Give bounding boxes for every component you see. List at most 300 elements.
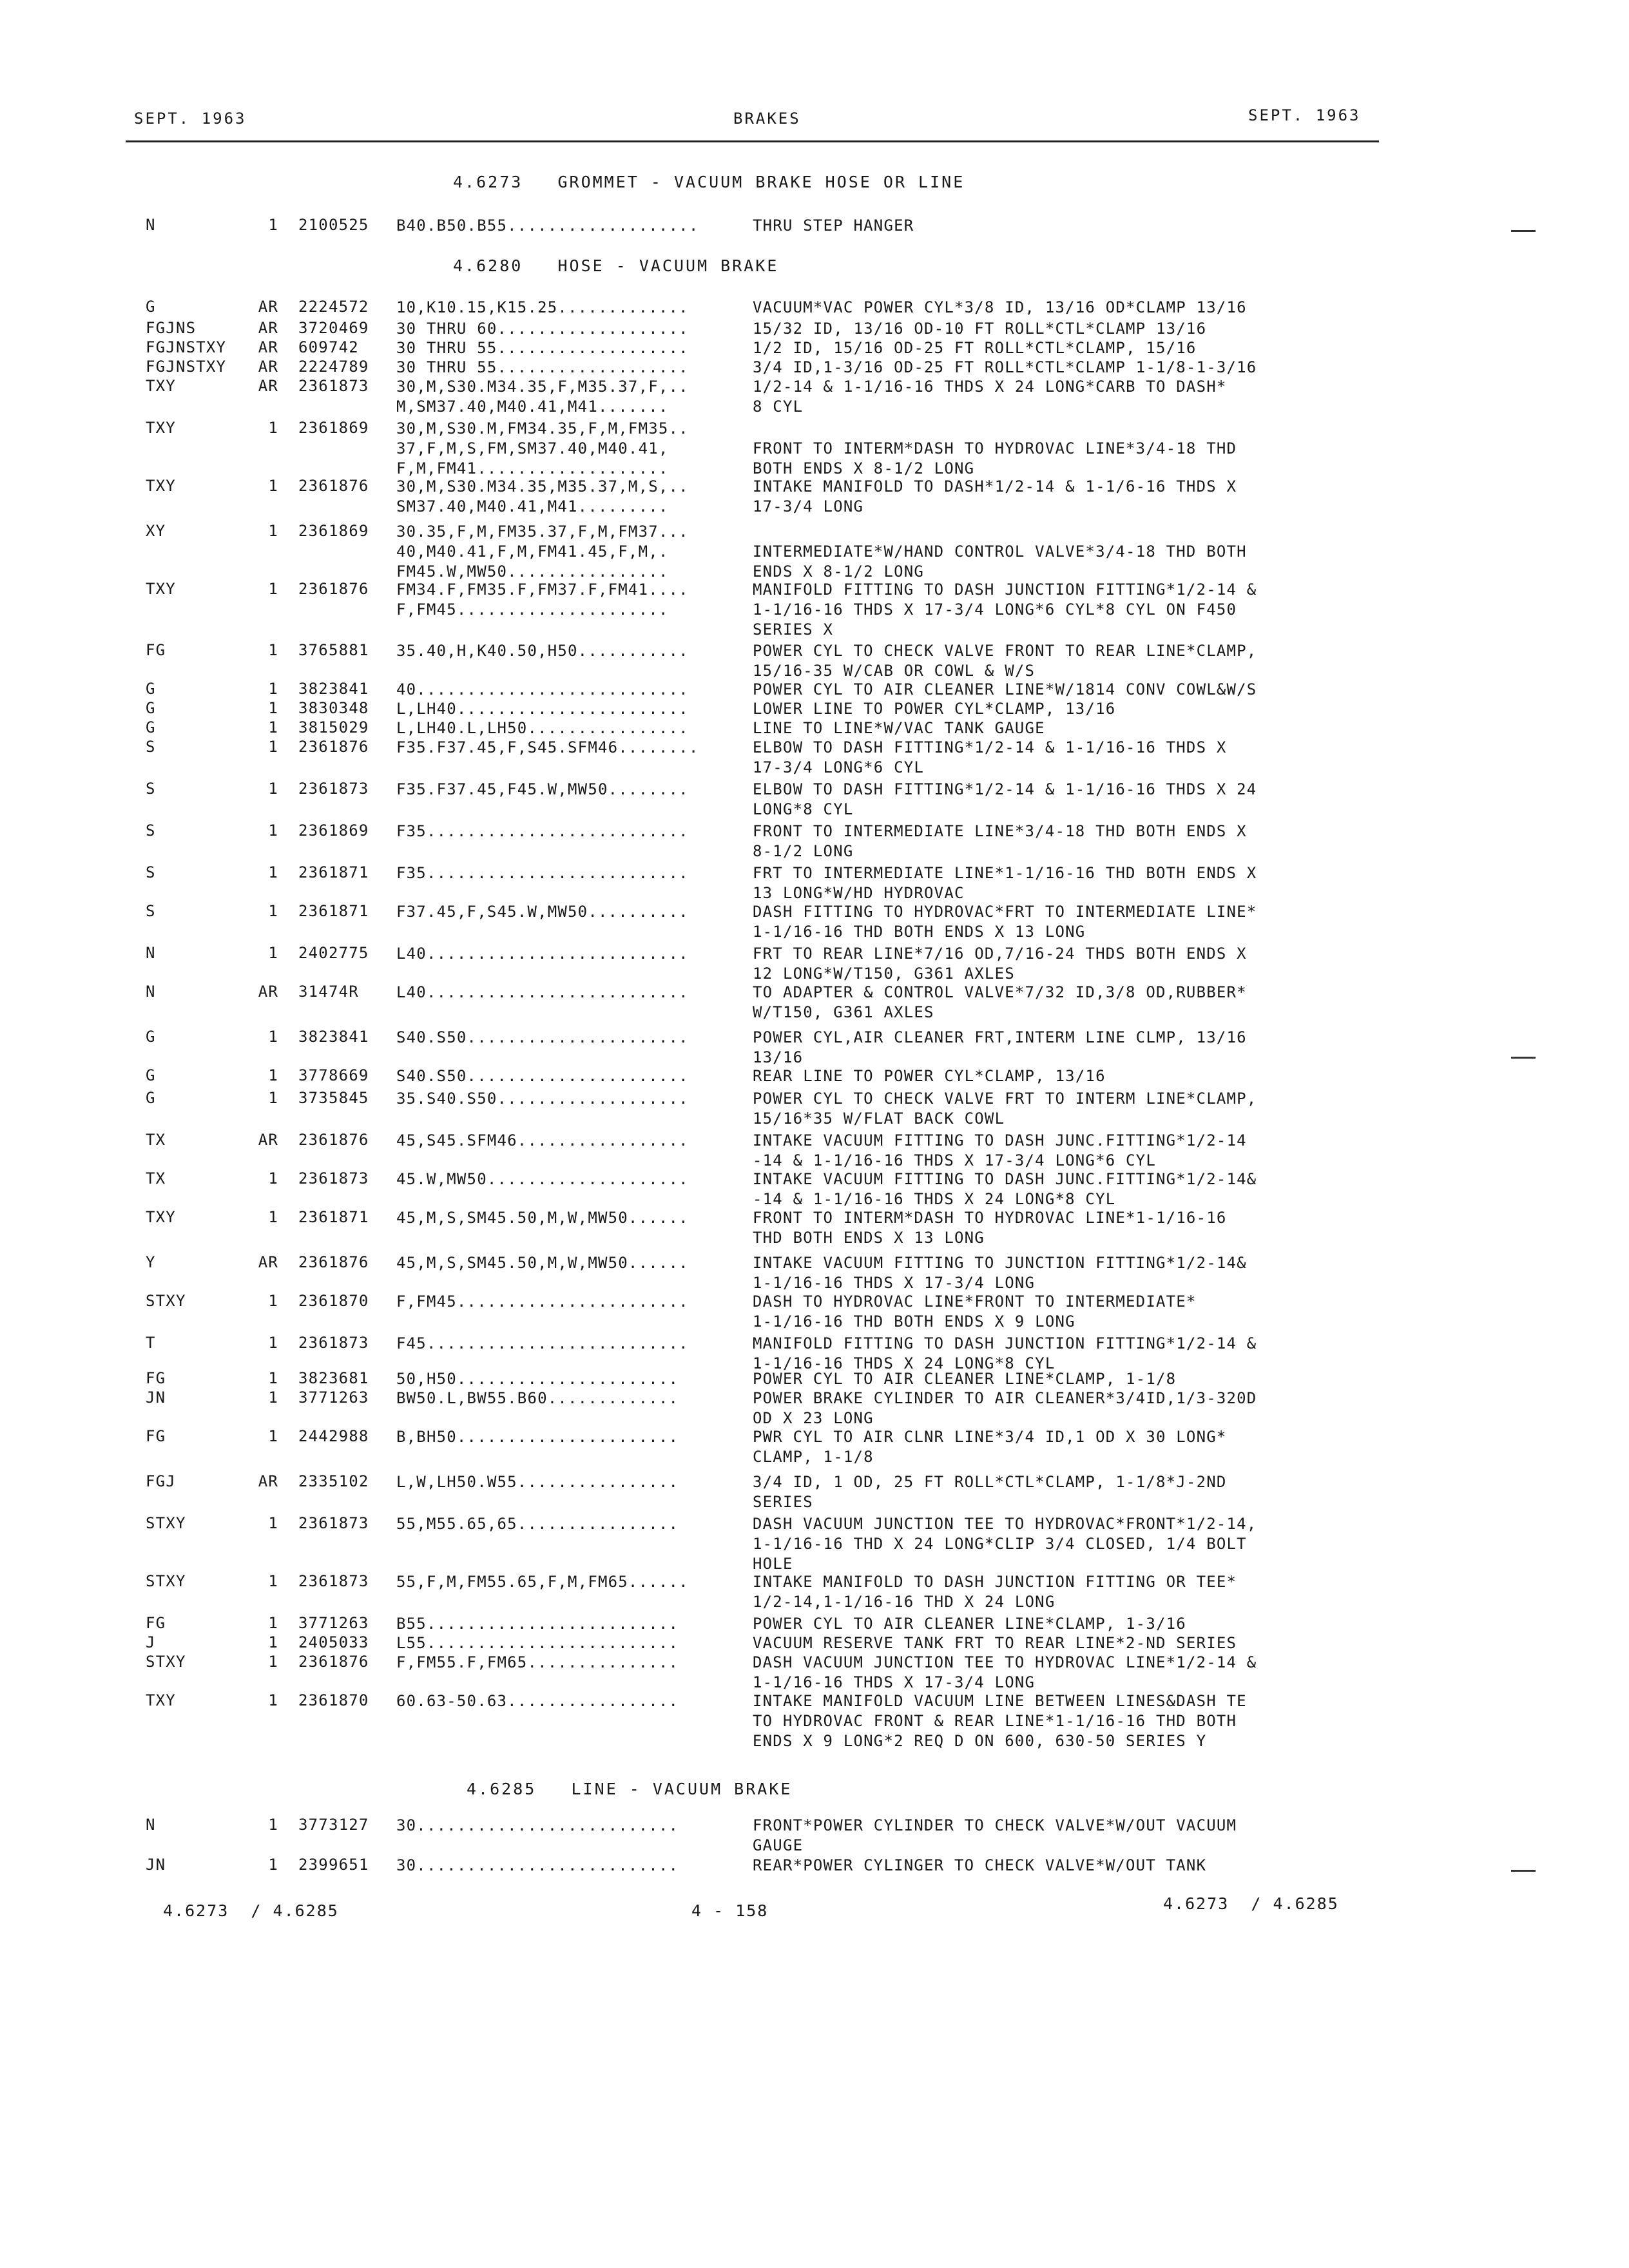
description-line: BOTH ENDS X 8-1/2 LONG bbox=[753, 459, 975, 477]
model-applications bbox=[396, 419, 689, 479]
model-line: FM45.W,MW50................ bbox=[396, 562, 669, 581]
description-line: 1/2-14 & 1-1/16-16 THDS X 24 LONG*CARB TO DASH* bbox=[753, 378, 1227, 396]
quantity: 1 bbox=[268, 580, 278, 598]
part-number: 2361869 bbox=[298, 822, 369, 840]
quantity: 1 bbox=[268, 1633, 278, 1651]
description-line: 1-1/16-16 THDS X 17-3/4 LONG bbox=[753, 1673, 1036, 1691]
description-line: 1-1/16-16 THDS X 17-3/4 LONG*6 CYL*8 CYL ON F450 bbox=[753, 601, 1237, 619]
model-line: 55,M55.65,65................ bbox=[396, 1515, 679, 1533]
quantity: AR bbox=[258, 1253, 278, 1271]
part-number: 2361873 bbox=[298, 780, 369, 798]
description-line: TO HYDROVAC FRONT & REAR LINE*1-1/16-16 THD BOTH bbox=[753, 1712, 1237, 1730]
quantity: AR bbox=[258, 358, 278, 376]
description-line: REAR LINE TO POWER CYL*CLAMP, 13/16 bbox=[753, 1067, 1106, 1085]
part-number: 609742 bbox=[298, 338, 359, 356]
description bbox=[753, 718, 1045, 738]
description-line: -14 & 1-1/16-16 THDS X 24 LONG*8 CYL bbox=[753, 1190, 1116, 1208]
model-line: B40.B50.B55................... bbox=[396, 216, 699, 235]
description bbox=[753, 1856, 1206, 1876]
part-number: 2361873 bbox=[298, 1572, 369, 1590]
part-number: 2361876 bbox=[298, 580, 369, 598]
description-line: 13 LONG*W/HD HYDROVAC bbox=[753, 884, 965, 902]
part-number: 2361871 bbox=[298, 863, 369, 881]
model-applications bbox=[396, 358, 689, 378]
part-number: 3823841 bbox=[298, 680, 369, 698]
description bbox=[753, 377, 1227, 417]
vehicle-code: TXY bbox=[146, 1691, 176, 1709]
part-number: 2361870 bbox=[298, 1292, 369, 1310]
description-line: POWER CYL TO CHECK VALVE FRONT TO REAR LINE*CLAMP, bbox=[753, 642, 1257, 660]
part-number: 3771263 bbox=[298, 1614, 369, 1632]
quantity: 1 bbox=[268, 1653, 278, 1671]
model-applications bbox=[396, 1614, 679, 1634]
vehicle-code: S bbox=[146, 902, 156, 920]
vehicle-code: N bbox=[146, 983, 156, 1001]
description bbox=[753, 680, 1257, 700]
description-line: POWER CYL,AIR CLEANER FRT,INTERM LINE CLMP, 13/16 bbox=[753, 1028, 1247, 1046]
description bbox=[753, 1691, 1247, 1751]
description-line bbox=[753, 419, 1237, 439]
description-line: POWER CYL TO AIR CLEANER LINE*CLAMP, 1-3/16 bbox=[753, 1615, 1186, 1633]
header-date-left: SEPT. 1963 bbox=[134, 110, 247, 128]
model-line: 10,K10.15,K15.25............. bbox=[396, 298, 689, 316]
header-rule bbox=[126, 140, 1379, 142]
model-line: F35.F37.45,F,S45.SFM46........ bbox=[396, 738, 699, 756]
description bbox=[753, 699, 1115, 719]
model-line: B,BH50...................... bbox=[396, 1428, 679, 1446]
description bbox=[753, 983, 1247, 1023]
description-line: MANIFOLD FITTING TO DASH JUNCTION FITTING*1/2-14 & bbox=[753, 1334, 1257, 1352]
footer-page-number: 4 - 158 bbox=[691, 1901, 769, 1920]
description-line: 3/4 ID, 1 OD, 25 FT ROLL*CTL*CLAMP, 1-1/8*J-2ND bbox=[753, 1473, 1227, 1491]
description-line: 15/32 ID, 13/16 OD-10 FT ROLL*CTL*CLAMP 13/16 bbox=[753, 320, 1207, 338]
vehicle-code: FG bbox=[146, 1614, 166, 1632]
description-line: 15/16-35 W/CAB OR COWL & W/S bbox=[753, 662, 1036, 680]
description bbox=[753, 822, 1247, 861]
model-applications bbox=[396, 718, 689, 738]
quantity: 1 bbox=[268, 680, 278, 698]
description bbox=[753, 338, 1197, 358]
model-applications bbox=[396, 699, 689, 719]
description-line: 8-1/2 LONG bbox=[753, 842, 854, 860]
model-applications bbox=[396, 1253, 689, 1273]
description bbox=[753, 1131, 1247, 1171]
quantity: 1 bbox=[268, 944, 278, 962]
model-line: 30 THRU 55................... bbox=[396, 339, 689, 357]
model-applications bbox=[396, 983, 689, 1003]
description bbox=[753, 1334, 1257, 1374]
description bbox=[753, 477, 1237, 517]
description-line: INTAKE VACUUM FITTING TO JUNCTION FITTING*1/2-14& bbox=[753, 1254, 1247, 1272]
model-line: F35.......................... bbox=[396, 822, 689, 840]
model-line: F45.......................... bbox=[396, 1334, 689, 1352]
description-line: FRONT TO INTERM*DASH TO HYDROVAC LINE*3/4-18 THD bbox=[753, 439, 1237, 457]
vehicle-code: G bbox=[146, 298, 156, 316]
part-number: 2361873 bbox=[298, 377, 369, 395]
description bbox=[753, 216, 914, 236]
model-applications bbox=[396, 580, 689, 620]
vehicle-code: STXY bbox=[146, 1292, 186, 1310]
model-applications bbox=[396, 780, 689, 800]
description-line: CLAMP, 1-1/8 bbox=[753, 1448, 874, 1466]
quantity: 1 bbox=[268, 522, 278, 540]
part-number: 3735845 bbox=[298, 1089, 369, 1107]
model-line: 45,S45.SFM46................. bbox=[396, 1131, 689, 1149]
model-line: 45,M,S,SM45.50,M,W,MW50...... bbox=[396, 1209, 689, 1227]
description bbox=[753, 1514, 1257, 1574]
quantity: 1 bbox=[268, 477, 278, 495]
description bbox=[753, 1369, 1176, 1389]
description-line: -14 & 1-1/16-16 THDS X 17-3/4 LONG*6 CYL bbox=[753, 1151, 1156, 1169]
description-line: 3/4 ID,1-3/16 OD-25 FT ROLL*CTL*CLAMP 1-1/8-1-3/16 bbox=[753, 358, 1257, 376]
description bbox=[753, 1389, 1257, 1428]
description bbox=[753, 1292, 1197, 1332]
quantity: 1 bbox=[268, 1066, 278, 1084]
model-applications bbox=[396, 1856, 679, 1876]
vehicle-code: S bbox=[146, 780, 156, 798]
section-title: 4.6280 HOSE - VACUUM BRAKE bbox=[453, 256, 779, 275]
part-number: 3720469 bbox=[298, 319, 369, 337]
description bbox=[753, 1427, 1227, 1467]
vehicle-code: N bbox=[146, 216, 156, 234]
model-applications bbox=[396, 477, 689, 517]
part-number: 2361876 bbox=[298, 738, 369, 756]
part-number: 2361876 bbox=[298, 1131, 369, 1149]
description-line: REAR*POWER CYLINGER TO CHECK VALVE*W/OUT TANK bbox=[753, 1856, 1207, 1874]
model-line: M,SM37.40,M40.41,M41....... bbox=[396, 398, 669, 416]
model-line: F35.F37.45,F45.W,MW50........ bbox=[396, 780, 689, 798]
model-applications bbox=[396, 680, 689, 700]
model-line: BW50.L,BW55.B60............. bbox=[396, 1389, 679, 1407]
quantity: AR bbox=[258, 1131, 278, 1149]
vehicle-code: S bbox=[146, 822, 156, 840]
model-applications bbox=[396, 1427, 679, 1447]
description bbox=[753, 1089, 1257, 1129]
description bbox=[753, 358, 1257, 378]
quantity: 1 bbox=[268, 863, 278, 881]
description-line: SERIES bbox=[753, 1493, 813, 1511]
description-line: FRONT TO INTERMEDIATE LINE*3/4-18 THD BOTH ENDS X bbox=[753, 822, 1247, 840]
description-line: 1-1/16-16 THD X 24 LONG*CLIP 3/4 CLOSED, 1/4 BOLT bbox=[753, 1535, 1247, 1553]
vehicle-code: JN bbox=[146, 1856, 166, 1874]
description bbox=[753, 419, 1237, 479]
description bbox=[753, 1614, 1186, 1634]
description-line: FRT TO REAR LINE*7/16 OD,7/16-24 THDS BOTH ENDS X bbox=[753, 945, 1247, 963]
part-number: 3815029 bbox=[298, 718, 369, 736]
description-line: 1/2-14,1-1/16-16 THD X 24 LONG bbox=[753, 1593, 1055, 1611]
model-applications bbox=[396, 377, 689, 417]
part-number: 2361873 bbox=[298, 1514, 369, 1532]
description-line: ELBOW TO DASH FITTING*1/2-14 & 1-1/16-16 THDS X 24 bbox=[753, 780, 1257, 798]
vehicle-code: FGJNSTXY bbox=[146, 358, 227, 376]
vehicle-code: G bbox=[146, 1066, 156, 1084]
description-line: OD X 23 LONG bbox=[753, 1409, 874, 1427]
part-number: 2361870 bbox=[298, 1691, 369, 1709]
description bbox=[753, 780, 1257, 820]
description-line: VACUUM*VAC POWER CYL*3/8 ID, 13/16 OD*CLAMP 13/16 bbox=[753, 298, 1247, 316]
description-line: POWER BRAKE CYLINDER TO AIR CLEANER*3/4ID,1/3-320D bbox=[753, 1389, 1257, 1407]
description bbox=[753, 1816, 1237, 1856]
description-line: 1-1/16-16 THD BOTH ENDS X 13 LONG bbox=[753, 923, 1086, 941]
margin-mark bbox=[1511, 230, 1536, 232]
description-line: VACUUM RESERVE TANK FRT TO REAR LINE*2-ND SERIES bbox=[753, 1634, 1237, 1652]
part-number: 2442988 bbox=[298, 1427, 369, 1445]
description bbox=[753, 1169, 1257, 1209]
model-line: 30,M,S30.M,FM34.35,F,M,FM35.. bbox=[396, 419, 689, 437]
vehicle-code: FG bbox=[146, 1427, 166, 1445]
description-line: 17-3/4 LONG bbox=[753, 497, 864, 515]
vehicle-code: TXY bbox=[146, 377, 176, 395]
description bbox=[753, 902, 1257, 942]
vehicle-code: TXY bbox=[146, 580, 176, 598]
description bbox=[753, 641, 1257, 681]
model-applications bbox=[396, 1472, 679, 1492]
description-line: DASH TO HYDROVAC LINE*FRONT TO INTERMEDIATE* bbox=[753, 1293, 1197, 1311]
part-number: 2361873 bbox=[298, 1334, 369, 1352]
vehicle-code: FGJNSTXY bbox=[146, 338, 227, 356]
description bbox=[753, 944, 1247, 984]
description-line: INTAKE VACUUM FITTING TO DASH JUNC.FITTING*1/2-14 bbox=[753, 1131, 1247, 1149]
model-line: 30,M,S30.M34.35,F,M35.37,F,.. bbox=[396, 378, 689, 396]
quantity: 1 bbox=[268, 1514, 278, 1532]
model-applications bbox=[396, 1514, 679, 1534]
model-line: 50,H50...................... bbox=[396, 1370, 679, 1388]
description-line: SERIES X bbox=[753, 620, 834, 639]
model-applications bbox=[396, 944, 689, 964]
model-applications bbox=[396, 738, 699, 758]
model-line: F37.45,F,S45.W,MW50.......... bbox=[396, 903, 689, 921]
description-line: PWR CYL TO AIR CLNR LINE*3/4 ID,1 OD X 30 LONG* bbox=[753, 1428, 1227, 1446]
vehicle-code: G bbox=[146, 1028, 156, 1046]
model-applications bbox=[396, 863, 689, 883]
vehicle-code: TX bbox=[146, 1131, 166, 1149]
model-line: L,LH40....................... bbox=[396, 700, 689, 718]
vehicle-code: J bbox=[146, 1633, 156, 1651]
vehicle-code: N bbox=[146, 944, 156, 962]
quantity: 1 bbox=[268, 718, 278, 736]
quantity: AR bbox=[258, 1472, 278, 1490]
quantity: 1 bbox=[268, 1691, 278, 1709]
quantity: 1 bbox=[268, 1169, 278, 1187]
model-line: S40.S50...................... bbox=[396, 1028, 689, 1046]
description bbox=[753, 738, 1227, 778]
model-applications bbox=[396, 1089, 689, 1109]
vehicle-code: FG bbox=[146, 1369, 166, 1387]
description bbox=[753, 1472, 1227, 1512]
model-line: 40,M40.41,F,M,FM41.45,F,M,. bbox=[396, 543, 669, 561]
footer-right: 4.6273 / 4.6285 bbox=[1163, 1894, 1339, 1913]
description bbox=[753, 1633, 1237, 1653]
description bbox=[753, 580, 1257, 640]
model-applications bbox=[396, 1816, 679, 1836]
model-line: F,M,FM41................... bbox=[396, 459, 669, 477]
vehicle-code: JN bbox=[146, 1389, 166, 1407]
description bbox=[753, 863, 1257, 903]
part-number: 2402775 bbox=[298, 944, 369, 962]
part-number: 3823681 bbox=[298, 1369, 369, 1387]
model-line: 35.40,H,K40.50,H50........... bbox=[396, 642, 689, 660]
quantity: 1 bbox=[268, 1614, 278, 1632]
quantity: 1 bbox=[268, 1389, 278, 1407]
vehicle-code: G bbox=[146, 699, 156, 717]
vehicle-code: G bbox=[146, 718, 156, 736]
description-line: POWER CYL TO CHECK VALVE FRT TO INTERM LINE*CLAMP, bbox=[753, 1090, 1257, 1108]
model-line: SM37.40,M40.41,M41......... bbox=[396, 497, 669, 515]
quantity: 1 bbox=[268, 216, 278, 234]
part-number: 2361869 bbox=[298, 522, 369, 540]
quantity: 1 bbox=[268, 641, 278, 659]
quantity: AR bbox=[258, 298, 278, 316]
description-line: INTAKE MANIFOLD TO DASH*1/2-14 & 1-1/6-16 THDS X bbox=[753, 477, 1237, 495]
description-line: LONG*8 CYL bbox=[753, 800, 854, 818]
quantity: 1 bbox=[268, 1816, 278, 1834]
quantity: 1 bbox=[268, 1369, 278, 1387]
model-applications bbox=[396, 338, 689, 358]
part-number: 3773127 bbox=[298, 1816, 369, 1834]
description-line: INTERMEDIATE*W/HAND CONTROL VALVE*3/4-18 THD BOTH bbox=[753, 543, 1247, 561]
vehicle-code: TX bbox=[146, 1169, 166, 1187]
quantity: 1 bbox=[268, 738, 278, 756]
part-number: 3823841 bbox=[298, 1028, 369, 1046]
model-applications bbox=[396, 902, 689, 922]
model-line: F,FM45..................... bbox=[396, 601, 669, 619]
part-number: 2361871 bbox=[298, 902, 369, 920]
description bbox=[753, 1572, 1237, 1612]
description-line: POWER CYL TO AIR CLEANER LINE*W/1814 CONV COWL&W/S bbox=[753, 680, 1257, 698]
description-line: FRONT*POWER CYLINDER TO CHECK VALVE*W/OUT VACUUM bbox=[753, 1816, 1237, 1834]
model-line: 37,F,M,S,FM,SM37.40,M40.41, bbox=[396, 439, 669, 457]
margin-mark bbox=[1511, 1057, 1536, 1059]
model-line: 60.63-50.63................. bbox=[396, 1692, 679, 1710]
model-applications bbox=[396, 1653, 679, 1673]
vehicle-code: S bbox=[146, 738, 156, 756]
vehicle-code: T bbox=[146, 1334, 156, 1352]
description-line: POWER CYL TO AIR CLEANER LINE*CLAMP, 1-1/8 bbox=[753, 1370, 1177, 1388]
model-line: 30 THRU 55................... bbox=[396, 358, 689, 376]
footer-left: 4.6273 / 4.6285 bbox=[163, 1901, 339, 1920]
vehicle-code: XY bbox=[146, 522, 166, 540]
model-line: 30.35,F,M,FM35.37,F,M,FM37... bbox=[396, 523, 689, 541]
vehicle-code: S bbox=[146, 863, 156, 881]
description-line: MANIFOLD FITTING TO DASH JUNCTION FITTING*1/2-14 & bbox=[753, 581, 1257, 599]
description-line: 15/16*35 W/FLAT BACK COWL bbox=[753, 1110, 1005, 1128]
model-applications bbox=[396, 1028, 689, 1048]
model-line: S40.S50...................... bbox=[396, 1067, 689, 1085]
description-line: DASH VACUUM JUNCTION TEE TO HYDROVAC*FRONT*1/2-14, bbox=[753, 1515, 1257, 1533]
description-line: 1-1/16-16 THD BOTH ENDS X 9 LONG bbox=[753, 1312, 1075, 1331]
description-line: INTAKE MANIFOLD TO DASH JUNCTION FITTING OR TEE* bbox=[753, 1573, 1237, 1591]
model-line: L40.......................... bbox=[396, 983, 689, 1001]
model-line: F,FM55.F,FM65............... bbox=[396, 1653, 679, 1671]
model-applications bbox=[396, 641, 689, 661]
model-line: F35.......................... bbox=[396, 864, 689, 882]
description-line: HOLE bbox=[753, 1555, 793, 1573]
vehicle-code: Y bbox=[146, 1253, 156, 1271]
model-applications bbox=[396, 1131, 689, 1151]
quantity: 1 bbox=[268, 1856, 278, 1874]
description-line: 8 CYL bbox=[753, 398, 804, 416]
model-applications bbox=[396, 1292, 689, 1312]
quantity: 1 bbox=[268, 1572, 278, 1590]
quantity: AR bbox=[258, 338, 278, 356]
header-title: BRAKES bbox=[733, 110, 801, 128]
model-line: 35.S40.S50................... bbox=[396, 1090, 689, 1108]
model-line: L40.......................... bbox=[396, 945, 689, 963]
description-line: GAUGE bbox=[753, 1836, 804, 1854]
description-line: 13/16 bbox=[753, 1048, 804, 1066]
quantity: 1 bbox=[268, 1208, 278, 1226]
part-number: 2405033 bbox=[298, 1633, 369, 1651]
description bbox=[753, 522, 1247, 582]
quantity: 1 bbox=[268, 780, 278, 798]
model-line: L55......................... bbox=[396, 1634, 679, 1652]
model-line: F,FM45....................... bbox=[396, 1293, 689, 1311]
model-line: L,LH40.L,LH50................ bbox=[396, 719, 689, 737]
description-line: THD BOTH ENDS X 13 LONG bbox=[753, 1229, 985, 1247]
description-line: INTAKE VACUUM FITTING TO DASH JUNC.FITTING*1/2-14& bbox=[753, 1170, 1257, 1188]
model-line: 45,M,S,SM45.50,M,W,MW50...... bbox=[396, 1254, 689, 1272]
description-line bbox=[753, 522, 1247, 542]
description-line: DASH FITTING TO HYDROVAC*FRT TO INTERMEDIATE LINE* bbox=[753, 903, 1257, 921]
vehicle-code: TXY bbox=[146, 477, 176, 495]
quantity: AR bbox=[258, 983, 278, 1001]
vehicle-code: FG bbox=[146, 641, 166, 659]
description-line: ENDS X 9 LONG*2 REQ D ON 600, 630-50 SERIES Y bbox=[753, 1732, 1207, 1750]
model-applications bbox=[396, 298, 689, 318]
description bbox=[753, 1253, 1247, 1293]
vehicle-code: FGJNS bbox=[146, 319, 197, 337]
part-number: 3830348 bbox=[298, 699, 369, 717]
model-applications bbox=[396, 1369, 679, 1389]
description-line: INTAKE MANIFOLD VACUUM LINE BETWEEN LINES&DASH TE bbox=[753, 1692, 1247, 1710]
vehicle-code: STXY bbox=[146, 1653, 186, 1671]
model-line: L,W,LH50.W55................ bbox=[396, 1473, 679, 1491]
part-number: 2399651 bbox=[298, 1856, 369, 1874]
part-number: 3765881 bbox=[298, 641, 369, 659]
description bbox=[753, 298, 1247, 318]
model-line: B55......................... bbox=[396, 1615, 679, 1633]
description-line: 1-1/16-16 THDS X 24 LONG*8 CYL bbox=[753, 1354, 1055, 1372]
vehicle-code: N bbox=[146, 1816, 156, 1834]
model-applications bbox=[396, 1572, 689, 1592]
description-line: ELBOW TO DASH FITTING*1/2-14 & 1-1/16-16 THDS X bbox=[753, 738, 1227, 756]
vehicle-code: STXY bbox=[146, 1572, 186, 1590]
vehicle-code: G bbox=[146, 1089, 156, 1107]
description-line: 1/2 ID, 15/16 OD-25 FT ROLL*CTL*CLAMP, 15/16 bbox=[753, 339, 1197, 357]
description-line: 1-1/16-16 THDS X 17-3/4 LONG bbox=[753, 1274, 1036, 1292]
model-line: 55,F,M,FM55.65,F,M,FM65...... bbox=[396, 1573, 689, 1591]
part-number: 2361876 bbox=[298, 1253, 369, 1271]
description-line: DASH VACUUM JUNCTION TEE TO HYDROVAC LINE*1/2-14 & bbox=[753, 1653, 1257, 1671]
model-applications bbox=[396, 319, 689, 339]
description-line: LINE TO LINE*W/VAC TANK GAUGE bbox=[753, 719, 1045, 737]
part-number: 2361871 bbox=[298, 1208, 369, 1226]
quantity: 1 bbox=[268, 902, 278, 920]
description bbox=[753, 319, 1206, 339]
part-number: 2100525 bbox=[298, 216, 369, 234]
model-line: 30,M,S30.M34.35,M35.37,M,S,.. bbox=[396, 477, 689, 495]
section-title: 4.6273 GROMMET - VACUUM BRAKE HOSE OR LINE bbox=[453, 173, 965, 191]
part-number: 2361869 bbox=[298, 419, 369, 437]
part-number: 3771263 bbox=[298, 1389, 369, 1407]
model-applications bbox=[396, 522, 689, 582]
description bbox=[753, 1653, 1257, 1693]
description-line: W/T150, G361 AXLES bbox=[753, 1003, 934, 1021]
part-number: 2361876 bbox=[298, 1653, 369, 1671]
model-applications bbox=[396, 822, 689, 841]
model-line: 30 THRU 60................... bbox=[396, 320, 689, 338]
model-applications bbox=[396, 1208, 689, 1228]
